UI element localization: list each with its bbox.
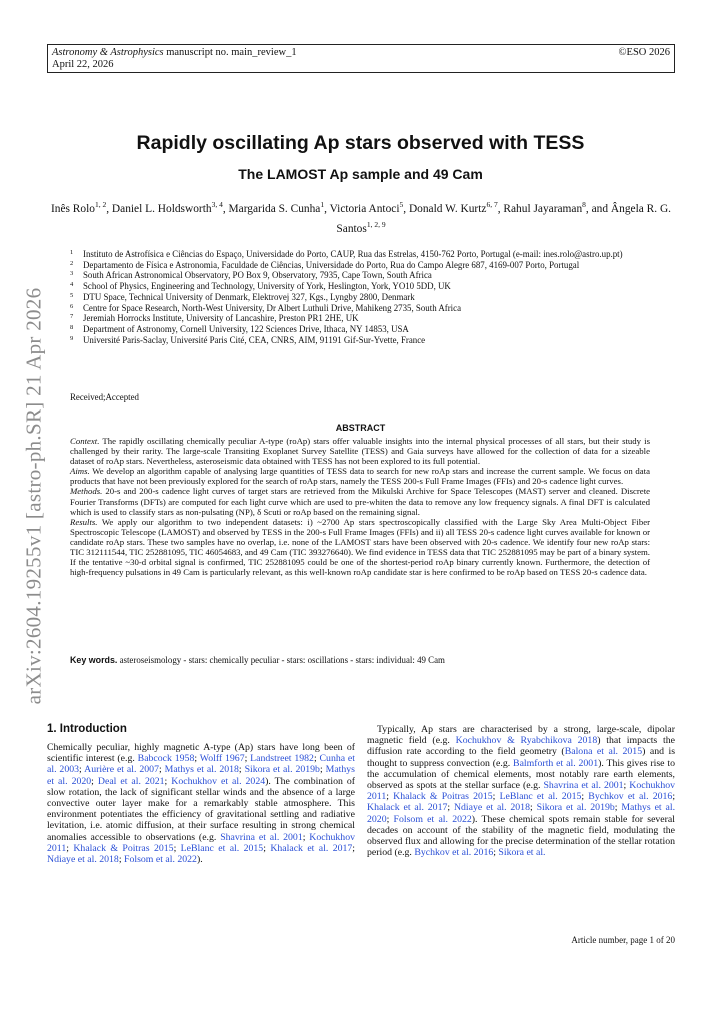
results-text: We apply our algorithm to two independent datasets: i) ~2700 Ap stars spectroscopically classified with the Large Sky Area Multi-Object Fiber Spectroscopic Telescope (LAMOST) and observed by TESS in the 200-s Full Frame Images (FFIs) and ii) all TESS 20-s cadence light curves available for known or candidate roAp stars. These two samples have no overlap, i.e. none of the LAMOST stars have been observed with 20-s cadence. We identify four new roAp stars: TIC 312111544, TIC 252881095, TIC 46054683, and 49 Cam (TIC 393276640). We find evidence in TESS data that TIC 252881095 may be part of a binary system. If the tentative ~30-d orbital signal is confirmed, TIC 252881095 could be one of the shortest-period roAp binary currently known. Furthermore, the detection of high-frequency pulsations in 49 Cam is particularly relevant, as this well-known roAp candidate star is here confirmed to be roAp based on TESS 20-s cadence data. [70, 516, 650, 578]
body-text: ; [352, 842, 356, 854]
citation-link[interactable]: Khalack et al. 2017 [270, 842, 353, 854]
affiliation-number: 4 [70, 281, 74, 289]
author-name: Inês Rolo$^{1, 2}$ [50, 200, 107, 215]
intro-column-left [47, 742, 355, 865]
affiliation-item [70, 249, 660, 260]
body-text: ; [313, 753, 320, 765]
author-name: Margarida S. Cunha$^1$ [228, 200, 325, 215]
body-text: ; [238, 764, 245, 776]
keywords [70, 655, 650, 665]
body-text: ; [244, 753, 251, 765]
header-box [47, 44, 675, 73]
body-text: ; [623, 780, 630, 792]
body-text: ; [614, 802, 622, 814]
paper-subtitle: The LAMOST Ap sample and 49 Cam [238, 166, 483, 182]
abstract-methods [70, 486, 650, 516]
citation-link[interactable]: Babcock 1958 [137, 753, 195, 765]
section-title: 1. Introduction [47, 723, 127, 735]
citation-link[interactable]: Deal et al. 2021 [97, 775, 165, 787]
affiliation-text: Centre for Space Research, North-West University, Dr Albert Luthuli Drive, Mahikeng 2735, South Africa [83, 302, 462, 313]
citation-link[interactable]: LeBlanc et al. 2015 [499, 791, 582, 803]
affiliation-text: Instituto de Astrofísica e Ciências do Espaço, Universidade do Porto, CAUP, Rua das Estrelas, 4150-762 Porto, Portugal (e-mail: ines.rolo@astro.up.pt) [83, 249, 623, 259]
body-text: ; [66, 842, 74, 854]
affiliation-text: Jeremiah Horrocks Institute, University of Lancashire, Preston PR1 2HE, UK [83, 313, 359, 324]
citation-link[interactable]: Sikora et al. 2019b [536, 802, 615, 814]
citation-link[interactable]: Landstreet 1982 [250, 753, 314, 765]
citation-link[interactable]: Ndiaye et al. 2018 [453, 802, 530, 814]
body-text: ; [386, 791, 394, 803]
body-text: ; [79, 764, 85, 776]
author-affiliation-marker: 3, 4 [211, 200, 223, 209]
arxiv-id: arXiv:2604.19255v1 [astro-ph.SR] 21 Apr 2026 [21, 287, 46, 705]
author-name: Victoria Antoci$^5$ [329, 200, 404, 215]
body-text: ; [386, 813, 394, 825]
manuscript-label: manuscript no. main_review_1 [166, 47, 297, 58]
body-text: ; [263, 842, 271, 854]
citation-link[interactable]: Cunha et al. 2003 [47, 753, 355, 776]
affiliation-item [70, 292, 660, 303]
body-text: Typically, Ap stars are characterised by a strong, large-scale, dipolar magnetic field (e.g. [367, 724, 675, 747]
affiliation-item [70, 260, 660, 271]
citation-link[interactable]: Mathys et al. 2020 [367, 802, 676, 825]
body-text: ) that impacts the diffusion rate according to the field geometry ( [367, 735, 675, 758]
body-text: ; [302, 831, 310, 843]
body-text: ; [164, 775, 172, 787]
citation-link[interactable]: Bychkov et al. 2016 [414, 847, 494, 859]
citation-link[interactable]: Khalack & Poitras 2015 [73, 842, 174, 854]
body-text: ). This gives rise to the accumulation of chemical elements, most notably rare earth elements, observed as spots at the stellar surface (e.g. [367, 757, 675, 792]
affiliation-number: 3 [70, 270, 74, 278]
abstract-context [70, 436, 650, 466]
affiliation-item [70, 270, 660, 281]
results-label: Results. [70, 516, 98, 527]
author-list: Inês Rolo$^{1, 2}$, Daniel L. Holdsworth$^{3, 4}$, Margarida S. Cunha$^1$, Victoria Antoci$^5$, Donald W. Kurtz$^{6, 7}$, Rahul Jayaraman$^8$, and Ângela R. G. Santos$^{1, 2, 9}$ [50, 200, 672, 235]
affiliation-item [70, 281, 660, 292]
citation-link[interactable]: Sikora et al. [498, 847, 546, 859]
methods-text: 20-s and 200-s cadence light curves of target stars are retrieved from the Mikulski Archive for Space Telescopes (MAST) server and cleaned. Discrete Fourier Transforms (DFTs) are computed for each light curve which are used to pre-whiten the data to remove any low frequency signals. A final DFT is calculated which is used to classify stars as non-pulsating (NP), δ Scuti or roAp based on the remaining signal. [70, 486, 651, 517]
aims-text: We develop an algorithm capable of analysing large quantities of TESS data to search for new roAp stars and increase the current sample. We focus on data products that have not been previously explored for the search of roAp stars, namely the TESS 200-s Full Frame Images (FFIs) and 20-s cadence light curves. [70, 466, 651, 487]
citation-link[interactable]: Folsom et al. 2022 [124, 854, 197, 866]
affiliation-text: DTU Space, Technical University of Denmark, Elektrovej 327, Kgs., Lyngby 2800, Denmark [83, 291, 415, 302]
affiliation-text: South African Astronomical Observatory, PO Box 9, Observatory, 7935, Cape Town, South Africa [83, 270, 432, 281]
citation-link[interactable]: Kochukhov et al. 2024 [171, 775, 266, 787]
affiliation-text: Departamento de Física e Astronomia, Faculdade de Ciências, Universidade do Porto, Rua do Campo Alegre 687, 4169-007 Porto, Portugal [83, 259, 580, 270]
intro-paragraph-2 [367, 724, 675, 858]
citation-link[interactable]: Wolff 1967 [199, 753, 245, 765]
author-name: Daniel L. Holdsworth$^{3, 4}$ [111, 200, 223, 215]
citation-link[interactable]: Balmforth et al. 2001 [513, 757, 599, 769]
body-text: Chemically peculiar, highly magnetic A-type (Ap) stars have long been of scientific interest (e.g. [47, 742, 355, 765]
citation-link[interactable]: Kochukhov 2011 [367, 780, 676, 803]
author-name: Ângela R. G. Santos$^{1, 2, 9}$ [336, 202, 672, 235]
keywords-text: asteroseismology - stars: chemically peculiar - stars: oscillations - stars: individual: 49 Cam [119, 655, 445, 665]
copyright: ©ESO 2026 [618, 47, 670, 58]
body-text: ; [447, 802, 454, 814]
aims-label: Aims. [70, 466, 90, 477]
citation-link[interactable]: Balona et al. 2015 [564, 746, 643, 758]
author-affiliation-marker: 1, 2 [94, 200, 107, 209]
context-text: The rapidly oscillating chemically peculiar A-type (roAp) stars offer valuable insights into the internal physical processes of all stars, but their study is challenged by their rarity. The large-scale Transiting Exoplanet Survey Satellite (TESS) and Gaia surveys have allowed for the collection of data for a sizeable dataset of roAp stars. Nevertheless, asteroseismic data obtained with TESS has not been explored to its full potential. [70, 436, 651, 467]
body-text: ; [492, 791, 500, 803]
affiliation-item [70, 335, 660, 346]
body-text: ; [158, 764, 165, 776]
affiliation-number: 1 [70, 249, 74, 256]
body-text: ). The combination of slow rotation, the lack of significant stellar winds and the absence of a large convective outer layer make for a remarkably stable atmosphere. This environment potentiates the efficiency of gravitational settling and radiative levitation, i.e. atomic diffusion, at their surface resulting in strong chemical anomalies accessible to observations (e.g. [47, 775, 356, 843]
affiliation-text: Department of Astronomy, Cornell University, 122 Sciences Drive, Ithaca, NY 14853, USA [83, 323, 409, 334]
received-accepted: Received;Accepted [70, 392, 139, 402]
body-text: ; [319, 764, 326, 776]
affiliation-item [70, 324, 660, 335]
author-name: Donald W. Kurtz$^{6, 7}$ [408, 200, 498, 215]
affiliation-item [70, 313, 660, 324]
affiliation-number: 9 [70, 334, 74, 342]
abstract-results [70, 517, 650, 578]
abstract-aims [70, 466, 650, 486]
affiliation-number: 7 [70, 313, 74, 321]
context-label: Context. [70, 436, 100, 446]
citation-link[interactable]: Ndiaye et al. 2018 [47, 854, 119, 866]
body-text: ). These chemical spots remain stable for several decades on account of the stability of the magnetic field, modulating the observed flux and allowing for the precise determination of the stellar rotation period (e.g. [367, 813, 675, 859]
author-affiliation-marker: 5 [399, 200, 404, 209]
affiliation-text: Université Paris-Saclay, Université Paris Cité, CEA, CNRS, AIM, 91191 Gif-Sur-Yvette, France [83, 334, 426, 345]
author-affiliation-marker: 6, 7 [486, 200, 498, 209]
abstract-heading: ABSTRACT [335, 423, 386, 433]
body-text: ; [194, 753, 200, 765]
affiliation-number: 5 [70, 291, 74, 299]
header-date: April 22, 2026 [52, 59, 114, 70]
body-text: ; [91, 775, 98, 787]
citation-link[interactable]: Aurière et al. 2007 [84, 764, 159, 776]
citation-link[interactable]: Shavrina et al. 2001 [543, 780, 624, 792]
body-text: ; [118, 854, 124, 866]
affiliation-number: 8 [70, 323, 74, 331]
affiliation-number: 6 [70, 302, 74, 310]
citation-link[interactable]: LeBlanc et al. 2015 [180, 842, 264, 854]
body-text: ; [529, 802, 537, 814]
intro-column-right [367, 724, 675, 858]
affiliation-text: School of Physics, Engineering and Technology, University of York, Heslington, York, YO10 5DD, UK [83, 281, 451, 292]
body-text: ). [196, 854, 203, 866]
affiliation-list [70, 249, 660, 345]
citation-link[interactable]: Folsom et al. 2022 [393, 813, 472, 825]
citation-link[interactable]: Mathys et al. 2020 [47, 764, 356, 787]
author-affiliation-marker: 8 [582, 200, 586, 209]
citation-link[interactable]: Kochukhov 2011 [47, 831, 355, 854]
affiliation-item [70, 303, 660, 314]
body-text: ; [493, 847, 499, 859]
affiliation-number: 2 [70, 259, 74, 267]
methods-label: Methods. [70, 486, 103, 497]
page-footer: Article number, page 1 of 20 [571, 935, 675, 945]
citation-link[interactable]: Khalack et al. 2017 [367, 802, 448, 814]
citation-link[interactable]: Kochukhov & Ryabchikova 2018 [455, 735, 598, 747]
body-text: ; [672, 791, 676, 803]
citation-link[interactable]: Bychkov et al. 2016 [588, 791, 673, 803]
author-affiliation-marker: 1, 2, 9 [366, 219, 386, 229]
citation-link[interactable]: Mathys et al. 2018 [164, 764, 239, 776]
citation-link[interactable]: Sikora et al. 2019b [244, 764, 320, 776]
body-text: ) and is thought to suppress convection (e.g. [367, 746, 676, 769]
body-text: ; [581, 791, 589, 803]
abstract [70, 436, 650, 577]
author-name: Rahul Jayaraman$^8$ [503, 200, 586, 215]
journal-name: Astronomy & Astrophysics [52, 47, 164, 58]
citation-link[interactable]: Khalack & Poitras 2015 [393, 791, 493, 803]
body-text: ; [173, 842, 181, 854]
keywords-label: Key words. [70, 655, 118, 665]
header-left [52, 47, 297, 71]
author-affiliation-marker: 1 [320, 200, 325, 209]
intro-paragraph-1 [47, 742, 355, 865]
citation-link[interactable]: Shavrina et al. 2001 [220, 831, 303, 843]
arxiv-stamp [21, 272, 46, 720]
paper-title: Rapidly oscillating Ap stars observed with TESS [136, 132, 585, 154]
